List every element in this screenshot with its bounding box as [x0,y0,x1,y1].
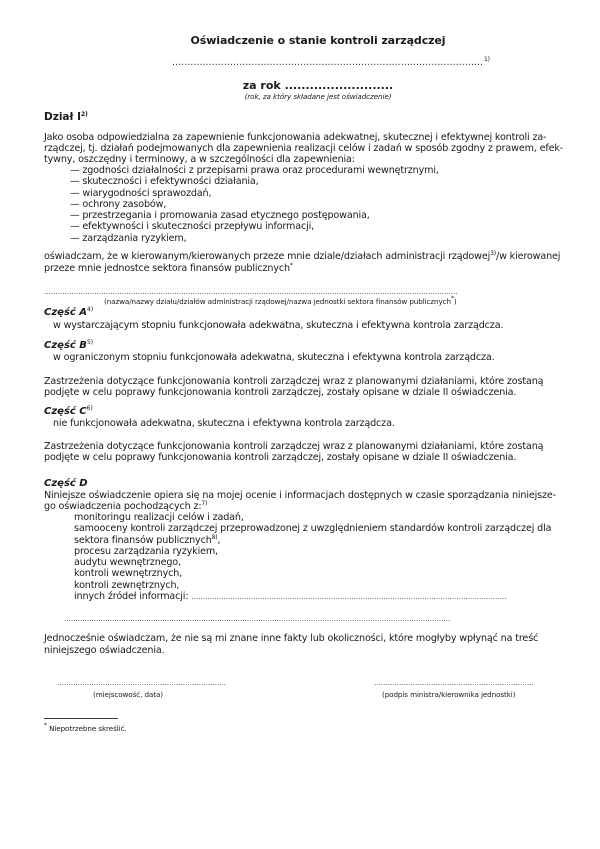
dash-icon: — [70,210,80,222]
bullet-text: zarządzania ryzykiem, [82,232,187,244]
footnote-ref-asterisk: * [289,262,293,269]
source-text: innych źródeł informacji: [74,591,189,603]
footnote-divider [44,718,118,719]
part-c-text: nie funkcjonowała adekwatna, skuteczna i efektywna kontrola zarządcza. [53,418,395,429]
part-b-text: w ograniczonym stopniu funkcjonowała adekwatna, skuteczna i efektywna kontrola zarządcza. [53,352,495,363]
footnote-ref-2: 2) [80,111,88,118]
bullet-item [70,176,439,187]
dash-icon: — [70,165,80,176]
place-date-field[interactable]: .......................................................................... [57,678,227,687]
bullet-text: skuteczności i efektywności działania, [82,176,259,188]
part-a-heading [44,307,93,318]
dash-icon: — [70,198,80,210]
footnote-ref-7: 7) [201,500,208,507]
bullet-item [70,221,439,232]
declaration-text: oświadczam, że w kierowanym/kierowanych przeze mnie dziale/działach administracji rządowej [44,251,491,262]
section-heading-dzial-1 [44,111,88,123]
caption-text: ) [453,297,457,306]
declaration-line-1 [44,251,560,262]
intro-line-3: tywny, oszczędny i terminowy, a w szczególności dla zapewnienia: [44,154,355,165]
bullet-list [70,165,439,244]
source-item: samooceny kontroli zarządczej przeprowadzonej z uwzględnieniem standardów kontroli zarządczej dla [74,523,552,535]
bullet-item [70,210,439,221]
source-text: sektora finansów publicznych [74,534,212,546]
unit-name-line-field[interactable]: ..................................................................................................................................................................................... [44,287,458,296]
declaration-text: /w kierowanej [495,251,561,262]
bullet-item [70,233,439,244]
part-d-heading: Część D [44,478,88,489]
footnote-marker: * [44,722,47,729]
year-label: za rok [242,79,281,92]
year-field[interactable]: .......................... [284,79,394,92]
source-text: , [217,534,221,546]
place-date-caption: (miejscowość, data) [93,690,163,699]
part-b-heading [44,340,93,351]
intro-line-1: Jako osoba odpowiedzialna za zapewnienie funkcjonowania adekwatnej, skutecznej i efektywnej kontroli za- [44,132,547,143]
part-c-heading [44,406,93,417]
part-d-intro-line-2 [44,501,207,512]
year-caption: (rok, za który składane jest oświadczenie) [244,92,392,101]
source-item: kontroli zewnętrznych, [74,579,180,591]
dash-icon: — [70,187,80,199]
source-item: procesu zarządzania ryzykiem, [74,545,218,557]
intro-line-2: rządczej, tj. działań podejmowanych dla zapewnienia realizacji celów i zadań w sposób zgodny z prawem, efek- [44,143,564,154]
part-b-reservations-line-1: Zastrzeżenia dotyczące funkcjonowania kontroli zarządczej wraz z planowanymi działaniami, które zostaną [44,376,544,387]
dash-icon: — [70,221,80,233]
footnote-asterisk [44,724,127,733]
dash-icon: — [70,176,80,188]
source-item [74,535,556,546]
part-b-reservations-line-2: podjęte w celu poprawy funkcjonowania kontroli zarządczej, zostały opisane w dziale II oświadczenia. [44,387,517,398]
part-d-intro-line-1: Niniejsze oświadczenie opiera się na mojej ocenie i informacjach dostępnych w czasie sporządzania niniejsze- [44,490,556,501]
other-sources-field[interactable]: .......................................................................................................................................... [191,592,507,602]
bullet-item [70,188,439,199]
part-heading-text: Część B [44,340,87,351]
bullet-text: wiarygodności sprawozdań, [82,187,212,199]
document-title: Oświadczenie o stanie kontroli zarządczej [190,34,446,47]
part-c-reservations-line-2: podjęte w celu poprawy funkcjonowania kontroli zarządczej, zostały opisane w dziale II oświadczenia. [44,452,517,463]
footnote-ref-3: 3) [490,250,496,257]
signature-caption: (podpis ministra/kierownika jednostki) [382,690,516,699]
unit-name-dots: ...................................................................................................... [172,57,484,68]
intro-text: go oświadczenia pochodzących z: [44,501,202,512]
part-a-text: w wystarczającym stopniu funkcjonowała adekwatna, skuteczna i efektywna kontrola zarządcza. [53,320,504,331]
section-heading-text: Dział I [44,111,81,123]
declaration-line-2 [44,263,293,274]
source-item: audytu wewnętrznego, [74,557,181,569]
footnote-ref-asterisk: * [450,295,454,302]
unit-name-caption [104,297,457,306]
source-item: monitoringu realizacji celów i zadań, [74,512,244,523]
signature-field[interactable]: ...................................................................... [374,678,534,687]
part-heading-text: Część C [44,406,87,417]
footnote-ref-1: 1) [484,56,490,63]
footnote-ref-8: 8) [211,533,218,541]
bullet-text: przestrzegania i promowania zasad etycznego postępowania, [82,210,370,222]
bullet-item [70,199,439,210]
closing-line-1: Jednocześnie oświadczam, że nie są mi znane inne fakty lub okoliczności, które mogłyby wpłynąć na treść [44,633,539,644]
footnote-ref-5: 5) [86,339,94,346]
source-item [74,591,556,602]
bullet-item [70,165,439,176]
bullet-text: efektywności i skuteczności przepływu informacji, [82,221,315,233]
footnote-text: Niepotrzebne skreślić. [49,724,127,733]
year-row [0,79,600,92]
footnote-ref-6: 6) [86,405,93,412]
bullet-text: zgodności działalności z przepisami prawa oraz procedurami wewnętrznymi, [82,165,439,176]
caption-text: (nazwa/nazwy działu/działów administracji rządowej/nazwa jednostki sektora finansów publicznych [104,297,451,306]
other-sources-extra-line[interactable]: ......................................................................................................................................................................... [64,614,451,623]
unit-name-field[interactable] [172,57,490,68]
source-item: kontroli wewnętrznych, [74,568,183,580]
bullet-text: ochrony zasobów, [82,198,167,210]
sources-list [74,512,556,602]
footnote-ref-4: 4) [87,306,94,313]
declaration-text: przeze mnie jednostce sektora finansów publicznych [44,263,290,274]
part-heading-text: Część A [44,307,88,318]
part-c-reservations-line-1: Zastrzeżenia dotyczące funkcjonowania kontroli zarządczej wraz z planowanymi działaniami, które zostaną [44,441,544,452]
closing-line-2: niniejszego oświadczenia. [44,645,165,656]
dash-icon: — [70,232,80,244]
